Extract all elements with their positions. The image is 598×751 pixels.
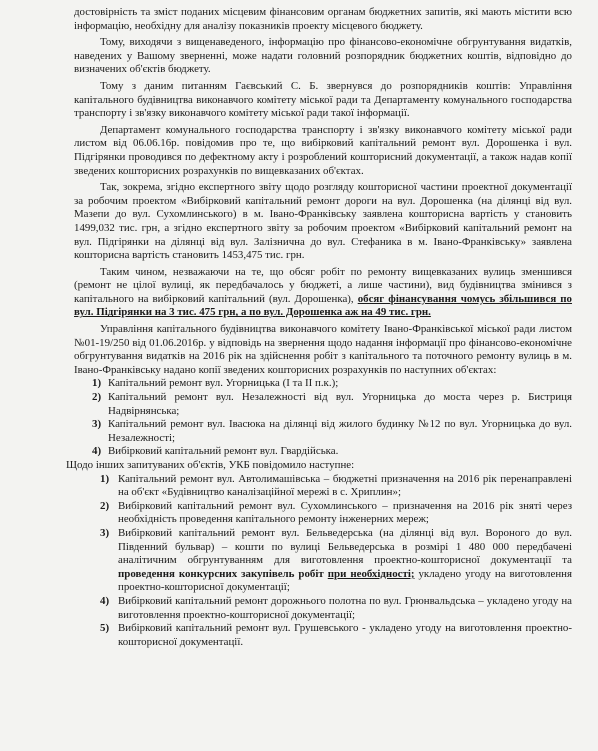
findings-text: Таким чином, незважаючи на те, що обсяг робіт по ремонту вищевказаних вулиць зменшився (ремонт не цілої вулиці, як передбачалось у бюджеті, а лише частини), вид будівництва змінився з капітального на вибірковий капітальний (вул. Дорошенка), bbox=[74, 265, 572, 305]
findings-emphasis: обсяг фінансування чомусь збільшився по вул. Підгірянки на 3 тис. 475 грн, а по вул. Дорошенка аж на 49 тис. грн. bbox=[74, 292, 573, 319]
paragraph-intro: достовірність та зміст поданих місцевим фінансовим органам бюджетних запитів, які мають містити всю інформацію, необхідну для аналізу показників проекту місцевого бюджету. bbox=[74, 6, 572, 32]
paragraph-department: Департамент комунального господарства транспорту і зв'язку виконавчого комітету міської ради листом від 06.06.16р. повідомив про те, що вибірковий капітальний ремонт вул. Дорошенка і вул. Підгірянки проводився по дефектному акту і розроблений кошторисний документації, а також надав копії зведених кошторисних розрахунків по вищевказаних об'єктах. bbox=[74, 123, 572, 177]
list-item: 1) Капітальний ремонт вул. Угорницька (І та ІІ п.к.); bbox=[92, 377, 339, 390]
list-item: 2) Капітальний ремонт вул. Незалежності від вул. Угорницька до моста через р. Бистриця Надвірнянська; bbox=[92, 391, 572, 417]
paragraph-findings bbox=[74, 266, 572, 320]
paragraph-conclusion: Тому, виходячи з вищенаведеного, інформацію про фінансово-економічне обгрунтування видатків, наведених у Вашому зверненні, може надати головний розпорядник бюджетних коштів, відповідно до визначених об'єктів бюджету. bbox=[74, 36, 572, 76]
objects-list bbox=[74, 377, 572, 459]
paragraph-request: Тому з даним питанням Гаєвський С. Б. звернувся до розпорядників коштів: Управління капітального будівництва виконавчого комітету міської ради та Департаменту комунального господарства транспорту і зв'язку виконавчого комітету міської ради такої інформації. bbox=[74, 79, 572, 120]
list-item: 3) Вибірковий капітальний ремонт вул. Бельведерська (на ділянці від вул. Вороного до вул. Південний бульвар) – кошти по вулиці Бельведерська в розмірі 1 480 000 передбачені аналітичним обгрунтуванням для виготовлення проектно-кошторисної документації та проведення конкурсних закупівель робіт при необхідності; укладено угоду на виготовлення проектно-кошторисної документації; bbox=[100, 526, 572, 594]
list-item: 3) Капітальний ремонт вул. Івасюка на ділянці від жилого будинку №12 по вул. Угорницька до вул. Незалежності; bbox=[92, 418, 572, 444]
paragraph-expert-report: Так, зокрема, згідно експертного звіту щодо розгляду кошторисної частини проектної документації за робочим проектом «Вибірковий капітальний ремонт дороги на вул. Дорошенка (на ділянці від вул. Мазепи до вул. Сухомлинського) в м. Івано-Франківську заявлена кошторисна вартість у становить 1499,032 тис. грн, а згідно експертного звіту за робочим проектом «Вибірковий капітальний ремонт на вул. Підгірянки на ділянці від вул. Залізнична до вул. Стефаника в м. Івано-Франківську» заявлена кошторисна вартість становить 1453,475 тис. грн. bbox=[74, 181, 572, 262]
list-item: 5) Вибірковий капітальний ремонт вул. Грушевського - укладено угоду на виготовлення проектно-кошторисної документації. bbox=[100, 622, 572, 648]
paragraph-ukb-letter: Управління капітального будівництва виконавчого комітету Івано-Франківської міської ради листом №01-19/250 від 01.06.2016р. у відповідь на звернення щодо надання інформації про фінансово-економічне обгрунтування видатків на 2016 рік на здійснення робіт з капітального та поточного ремонту вулиць в м. Івано-Франківську надано копії зведених кошторисних розрахунків по наступних об'єктах: bbox=[74, 323, 572, 376]
list-item: 1) Капітальний ремонт вул. Автолимашівська – бюджетні призначення на 2016 рік перенаправлені на об'єкт «Будівництво каналізаційної мережі в с. Хриплин»; bbox=[100, 472, 572, 499]
bold-underlined-phrase: при необхідності; bbox=[327, 567, 415, 580]
paragraph-other-objects: Щодо інших запитуваних об'єктів, УКБ повідомило наступне: bbox=[66, 459, 355, 471]
other-objects-list bbox=[74, 473, 572, 650]
list-item: 2) Вибірковий капітальний ремонт вул. Сухомлинського – призначення на 2016 рік зняті через необхідність проведення капітального ремонту інженерних мереж; bbox=[100, 499, 572, 526]
bold-phrase: проведення конкурсних закупівель робіт bbox=[118, 567, 324, 580]
list-item: 4) Вибірковий капітальний ремонт дорожнього полотна по вул. Грюнвальдська – укладено угоду на виготовлення проектно-кошторисної документації; bbox=[100, 594, 572, 621]
list-item: 4) Вибірковий капітальний ремонт вул. Гвардійська. bbox=[92, 445, 339, 458]
